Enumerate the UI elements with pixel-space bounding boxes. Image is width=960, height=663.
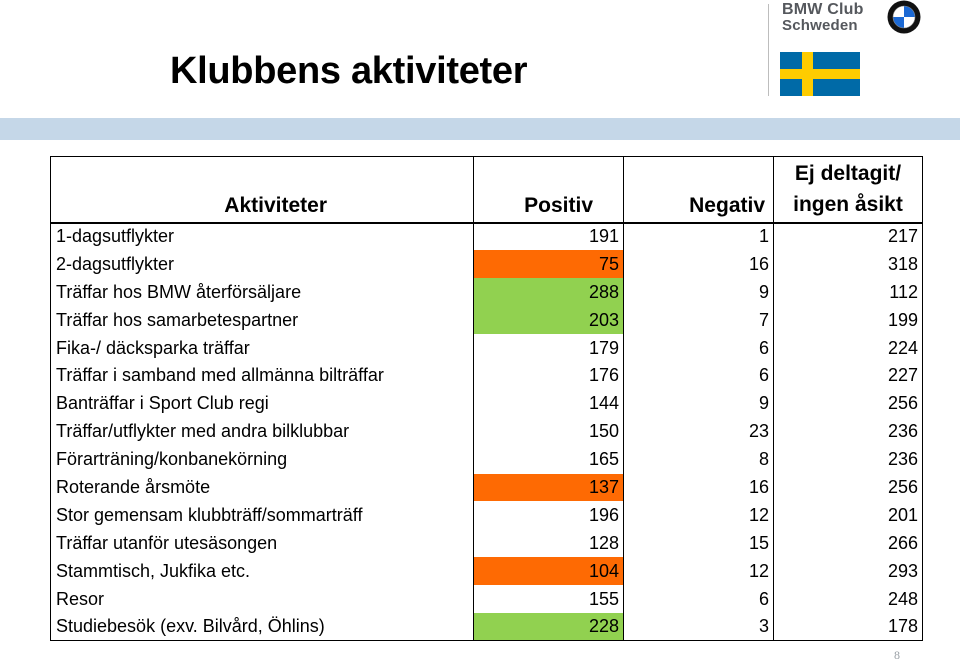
header-positive: Positiv: [474, 157, 624, 223]
no-opinion-cell: 236: [774, 418, 923, 446]
table-row: [51, 306, 923, 334]
negative-cell: 16: [624, 250, 774, 278]
table-row: [51, 585, 923, 613]
page-title: Klubbens aktiviteter: [170, 50, 528, 92]
no-opinion-cell: 266: [774, 529, 923, 557]
header-no-opinion: [774, 157, 923, 223]
positive-cell: 176: [474, 362, 624, 390]
positive-cell: 196: [474, 501, 624, 529]
positive-cell: 75: [474, 250, 624, 278]
table-row: [51, 418, 923, 446]
no-opinion-cell: 248: [774, 585, 923, 613]
positive-cell: 137: [474, 474, 624, 502]
header-no-opinion-line1: Ej deltagit/: [794, 161, 902, 185]
negative-cell: 9: [624, 278, 774, 306]
table-row: [51, 334, 923, 362]
no-opinion-cell: 224: [774, 334, 923, 362]
activity-cell: Stor gemensam klubbträff/sommarträff: [51, 501, 474, 529]
activity-cell: Förarträning/konbanekörning: [51, 446, 474, 474]
negative-cell: 6: [624, 334, 774, 362]
activity-cell: Träffar hos BMW återförsäljare: [51, 278, 474, 306]
activity-cell: 2-dagsutflykter: [51, 250, 474, 278]
positive-cell: 128: [474, 529, 624, 557]
activity-cell: Träffar utanför utesäsongen: [51, 529, 474, 557]
no-opinion-cell: 178: [774, 613, 923, 641]
activity-cell: Fika-/ däcksparka träffar: [51, 334, 474, 362]
table-header-row: [51, 157, 923, 223]
table-row: [51, 223, 923, 251]
negative-cell: 3: [624, 613, 774, 641]
header-activity: Aktiviteter: [51, 157, 474, 223]
activity-cell: Roterande årsmöte: [51, 474, 474, 502]
table-row: [51, 390, 923, 418]
bmw-roundel-icon: [887, 0, 921, 34]
table-row: [51, 613, 923, 641]
positive-cell: 191: [474, 223, 624, 251]
activity-cell: Studiebesök (exv. Bilvård, Öhlins): [51, 613, 474, 641]
table-row: [51, 501, 923, 529]
logo-text-line1: BMW Club: [782, 1, 864, 18]
no-opinion-cell: 256: [774, 390, 923, 418]
positive-cell: 104: [474, 557, 624, 585]
negative-cell: 12: [624, 557, 774, 585]
positive-cell: 288: [474, 278, 624, 306]
activity-cell: Träffar hos samarbetespartner: [51, 306, 474, 334]
table-row: [51, 474, 923, 502]
no-opinion-cell: 256: [774, 474, 923, 502]
no-opinion-cell: 293: [774, 557, 923, 585]
activity-cell: Stammtisch, Jukfika etc.: [51, 557, 474, 585]
table-row: [51, 529, 923, 557]
activities-table: [50, 156, 923, 641]
activity-cell: Träffar/utflykter med andra bilklubbar: [51, 418, 474, 446]
positive-cell: 155: [474, 585, 624, 613]
negative-cell: 7: [624, 306, 774, 334]
positive-cell: 203: [474, 306, 624, 334]
negative-cell: 1: [624, 223, 774, 251]
table-row: [51, 250, 923, 278]
positive-cell: 150: [474, 418, 624, 446]
positive-cell: 179: [474, 334, 624, 362]
table-row: [51, 557, 923, 585]
no-opinion-cell: 201: [774, 501, 923, 529]
page-number: 8: [894, 648, 900, 662]
negative-cell: 8: [624, 446, 774, 474]
no-opinion-cell: 318: [774, 250, 923, 278]
negative-cell: 16: [624, 474, 774, 502]
activity-cell: Banträffar i Sport Club regi: [51, 390, 474, 418]
no-opinion-cell: 236: [774, 446, 923, 474]
header-band: [0, 118, 960, 140]
positive-cell: 165: [474, 446, 624, 474]
logo-divider: [768, 4, 769, 96]
no-opinion-cell: 199: [774, 306, 923, 334]
negative-cell: 23: [624, 418, 774, 446]
logo-text-line2: Schweden: [782, 17, 858, 34]
positive-cell: 144: [474, 390, 624, 418]
negative-cell: 6: [624, 585, 774, 613]
table-row: [51, 362, 923, 390]
activity-cell: Träffar i samband med allmänna bilträffar: [51, 362, 474, 390]
no-opinion-cell: 217: [774, 223, 923, 251]
table-row: [51, 278, 923, 306]
header-negative: Negativ: [624, 157, 774, 223]
negative-cell: 12: [624, 501, 774, 529]
activity-cell: 1-dagsutflykter: [51, 223, 474, 251]
header-no-opinion-line2: ingen åsikt: [793, 192, 903, 216]
table-row: [51, 446, 923, 474]
negative-cell: 6: [624, 362, 774, 390]
positive-cell: 228: [474, 613, 624, 641]
negative-cell: 9: [624, 390, 774, 418]
negative-cell: 15: [624, 529, 774, 557]
no-opinion-cell: 112: [774, 278, 923, 306]
no-opinion-cell: 227: [774, 362, 923, 390]
activity-cell: Resor: [51, 585, 474, 613]
swedish-flag-icon: [780, 52, 860, 96]
